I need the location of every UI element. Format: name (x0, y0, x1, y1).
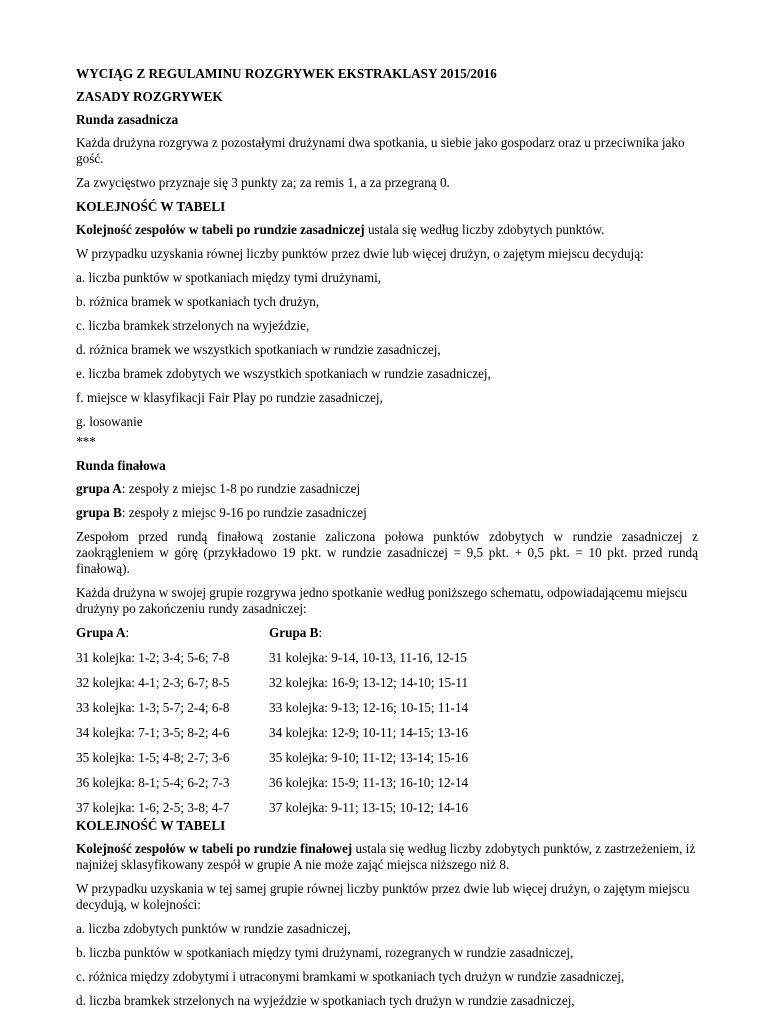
paragraph-order-2-tie: W przypadku uzyskania w tej samej grupie równej liczby punktów przez dwie lub więcej drużyn, o zajętym miejscu decydują, w kolejności: (76, 881, 690, 912)
schedule-cell-b: 34 kolejka: 12-9; 10-11; 14-15; 13-16 (269, 725, 469, 740)
header-colon: : (125, 625, 130, 640)
schedule-cell-a: 36 kolejka: 8-1; 5-4; 6-2; 7-3 (76, 775, 230, 790)
subheading-regular-round: Runda zasadnicza (76, 112, 179, 127)
schedule-cell-a: 34 kolejka: 7-1; 3-5; 8-2; 4-6 (76, 725, 230, 740)
criteria-1-item: b. różnica bramek w spotkaniach tych drużyn, (76, 294, 320, 309)
section-heading-order-2: KOLEJNOŚĆ W TABELI (76, 818, 226, 833)
paragraph-final-2: Każda drużyna w swojej grupie rozgrywa jedno spotkanie według poniższego schematu, odpowiadającemu miejscu drużyny po zakończeniu rundy zasadniczej: (76, 585, 688, 616)
criteria-2-item: d. liczba bramkek strzelonych na wyjeździe w spotkaniach tych drużyn w rundzie zasadniczej, (76, 993, 575, 1008)
criteria-2-item: b. liczba punktów w spotkaniach między tymi drużynami, rozegranych w rundzie zasadniczej, (76, 945, 574, 960)
criteria-1-item: g. losowanie (76, 414, 143, 429)
schedule-header-a (76, 625, 269, 650)
schedule-row (76, 700, 468, 725)
document-page (76, 66, 698, 1017)
group-b-header-label: Grupa B (269, 625, 319, 640)
separator: *** (76, 434, 96, 449)
criteria-2-item: c. różnica między zdobytymi i utraconymi bramkami w spotkaniach tych drużyn w rundzie zasadniczej, (76, 969, 625, 984)
schedule-cell-a: 33 kolejka: 1-3; 5-7; 2-4; 6-8 (76, 700, 230, 715)
section-heading-order-1: KOLEJNOŚĆ W TABELI (76, 199, 226, 214)
schedule-cell-a: 31 kolejka: 1-2; 3-4; 5-6; 7-8 (76, 650, 230, 665)
criteria-1-item: c. liczba bramkek strzelonych na wyjeździe, (76, 318, 310, 333)
schedule-row (76, 750, 468, 775)
schedule-row (76, 675, 468, 700)
schedule-cell-b: 37 kolejka: 9-11; 13-15; 10-12; 14-16 (269, 800, 469, 815)
group-b-desc: : zespoły z miejsc 9-16 po rundzie zasadniczej (121, 505, 367, 520)
header-colon: : (318, 625, 323, 640)
criteria-1-item: e. liczba bramek zdobytych we wszystkich spotkaniach w rundzie zasadniczej, (76, 366, 491, 381)
schedule-cell-a: 32 kolejka: 4-1; 2-3; 6-7; 8-5 (76, 675, 230, 690)
paragraph-final-1: Zespołom przed rundą finałową zostanie zaliczona połowa punktów zdobytych w rundzie zasadniczej z zaokrągleniem w górę (przykładowo 19 pkt. w rundzie zasadniczej = 9,5 pkt. + 0,5 pkt. = 10 pkt. przed rundą finałową). (76, 529, 698, 576)
section-heading-rules: ZASADY ROZGRYWEK (76, 89, 223, 104)
order-2-rest: ustala się według liczby zdobytych punktów, z zastrzeżeniem, iż najniżej sklasyfikowany zespół w grupie A nie może zająć miejsca niższego niż 8. (76, 841, 696, 872)
schedule-row (76, 800, 468, 818)
schedule-header-b (269, 625, 468, 650)
paragraph-regular-1: Każda drużyna rozgrywa z pozostałymi drużynami dwa spotkania, u siebie jako gospodarz oraz u przeciwnika jako gość. (76, 135, 685, 166)
schedule-cell-b: 33 kolejka: 9-13; 12-16; 10-15; 11-14 (269, 700, 469, 715)
schedule-row (76, 725, 468, 750)
paragraph-order-1 (76, 222, 698, 238)
criteria-2-item: a. liczba zdobytych punktów w rundzie zasadniczej, (76, 921, 351, 936)
group-a-desc: : zespoły z miejsc 1-8 po rundzie zasadniczej (121, 481, 361, 496)
paragraph-order-2 (76, 841, 698, 873)
order-2-bold: Kolejność zespołów w tabeli po rundzie finałowej (76, 841, 353, 856)
criteria-1-item: d. różnica bramek we wszystkich spotkaniach w rundzie zasadniczej, (76, 342, 441, 357)
schedule-header-row (76, 625, 468, 650)
schedule-table (76, 625, 468, 818)
paragraph-order-1-tie: W przypadku uzyskania równej liczby punktów przez dwie lub więcej drużyn, o zajętym miejscu decydują: (76, 246, 644, 261)
criteria-1-item: f. miejsce w klasyfikacji Fair Play po rundzie zasadniczej, (76, 390, 383, 405)
group-b-label: grupa B (76, 505, 122, 520)
schedule-cell-a: 35 kolejka: 1-5; 4-8; 2-7; 3-6 (76, 750, 230, 765)
schedule-cell-b: 35 kolejka: 9-10; 11-12; 13-14; 15-16 (269, 750, 469, 765)
schedule-cell-b: 32 kolejka: 16-9; 13-12; 14-10; 15-11 (269, 675, 469, 690)
document-title: WYCIĄG Z REGULAMINU ROZGRYWEK EKSTRAKLASY 2015/2016 (76, 66, 497, 81)
criteria-1-item: a. liczba punktów w spotkaniach między tymi drużynami, (76, 270, 382, 285)
order-1-rest: ustala się według liczby zdobytych punktów. (364, 222, 605, 237)
group-a-header-label: Grupa A (76, 625, 126, 640)
schedule-row (76, 775, 468, 800)
subheading-final-round: Runda finałowa (76, 458, 166, 473)
schedule-cell-a: 37 kolejka: 1-6; 2-5; 3-8; 4-7 (76, 800, 230, 815)
schedule-cell-b: 31 kolejka: 9-14, 10-13, 11-16, 12-15 (269, 650, 468, 665)
paragraph-regular-2: Za zwycięstwo przyznaje się 3 punkty za; za remis 1, a za przegraną 0. (76, 175, 450, 190)
group-a-line (76, 481, 698, 497)
group-b-line (76, 505, 698, 521)
group-a-label: grupa A (76, 481, 122, 496)
schedule-cell-b: 36 kolejka: 15-9; 11-13; 16-10; 12-14 (269, 775, 469, 790)
order-1-bold: Kolejność zespołów w tabeli po rundzie zasadniczej (76, 222, 365, 237)
schedule-row (76, 650, 468, 675)
